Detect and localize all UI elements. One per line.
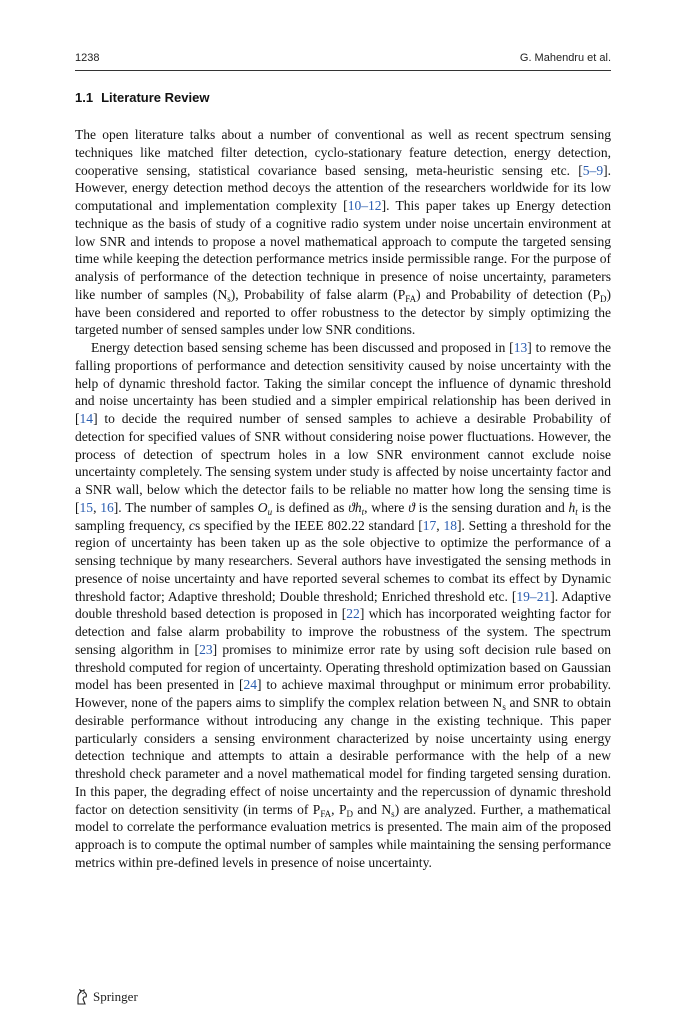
- text-run: ]. Setting a threshold for the region of uncertainty has been taken up as the sole objective to optimize the performance of a sensing technique by many researchers. Several authors have investigated the sensing methods in presence of noise uncertainty and have reported several schemes to combat its effect by Dynamic threshold factor; Adaptive threshold; Double threshold; Enriched threshold etc. [: [75, 517, 612, 604]
- footer: [75, 988, 138, 1006]
- text-run: ) are analyzed. Further, a mathematical model to correlate the performance evaluation metrics is presented. The main aim of the proposed approach is to compute the optimal number of samples while maintaining the sensing performance metrics within pre-defined levels in presence of noise uncertainty.: [75, 801, 612, 870]
- text-run: is the sampling frequency,: [75, 499, 611, 533]
- text-run: Energy detection based sensing scheme has been discussed and proposed in [: [91, 340, 514, 355]
- citation-link[interactable]: 24: [243, 677, 258, 693]
- citation-link[interactable]: 16: [100, 499, 114, 515]
- running-head: [75, 52, 611, 68]
- text-run: ] to achieve maximal throughput or minimum error probability. However, none of the papers aims to simplify the complex relation between N: [75, 677, 611, 710]
- citation-link[interactable]: 10–12: [347, 198, 382, 213]
- text-run: ) and Probability of detection (P: [416, 286, 600, 302]
- subscript: s: [502, 702, 506, 712]
- citation-link[interactable]: 5–9: [582, 162, 604, 178]
- math-symbol: h: [568, 499, 576, 515]
- text-run: ] promises to minimize error rate by using soft decision rule based on threshold computed for region of uncertainty. Operating threshold optimization based on Gaussian model has been presented in [: [75, 641, 611, 693]
- math-symbol: ϑ: [408, 499, 415, 515]
- springer-horse-icon: [75, 989, 89, 1005]
- subscript: D: [346, 808, 353, 819]
- text-run: ]. The number of samples: [113, 499, 258, 515]
- text-run: is defined as: [272, 499, 349, 515]
- text-run: ), Probability of false alarm (P: [230, 286, 406, 302]
- subscript: t: [361, 506, 365, 517]
- subscript: D: [599, 293, 607, 304]
- citation-link[interactable]: 23: [199, 641, 213, 657]
- text-run: ] to remove the falling proportions of performance and detection sensitivity caused by noise uncertainty with the help of dynamic threshold factor. Taking the similar concept the influence of dynamic threshold and noise uncertainty has been studied and a simpler empirical relationship has been derived in [: [75, 340, 611, 426]
- section-heading: [75, 90, 209, 105]
- text-run: , where: [364, 499, 409, 515]
- math-symbol: O: [257, 499, 268, 515]
- subscript: FA: [320, 808, 332, 819]
- text-run: ] to decide the required number of sensed samples to achieve a desirable Probability of detection for specified values of SNR without considering noise power fluctuations. However, the process of detection of spectrum holes in a low SNR environment cannot exclude noise uncertainty completely. The sensing system under study is affected by noise uncertainty factor and a SNR wall, below which the detector fails to be reliable no matter how long the sensing time is [: [75, 411, 611, 515]
- text-run: is the sensing duration and: [414, 499, 569, 515]
- body-text: [75, 126, 611, 872]
- citation-link[interactable]: 14: [79, 411, 94, 426]
- text-run: ,: [93, 499, 101, 515]
- citation-link[interactable]: 13: [513, 340, 528, 355]
- page-number: 1238: [75, 52, 100, 64]
- running-head-authors: G. Mahendru et al.: [519, 52, 611, 64]
- citation-link[interactable]: 18: [443, 517, 457, 533]
- publisher-name: Springer: [93, 989, 138, 1004]
- paragraph-2: [75, 339, 611, 872]
- text-run: ,: [436, 517, 444, 533]
- text-run: ]. However, energy detection method decoys the attention of the researchers worldwide for its low computational and implementation complexity [: [75, 162, 611, 213]
- subscript: t: [575, 506, 578, 517]
- text-run: s specified by the IEEE 802.22 standard [: [194, 517, 423, 533]
- citation-link[interactable]: 22: [346, 606, 360, 622]
- subscript: s: [227, 293, 231, 304]
- citation-link[interactable]: 15: [79, 499, 94, 515]
- section-number: 1.1: [75, 90, 94, 105]
- citation-link[interactable]: 19–21: [516, 588, 551, 604]
- subscript: s: [391, 808, 395, 819]
- subscript: u: [267, 506, 273, 517]
- text-run: ) have been considered and reported to offer robustness to the detector by simply optimizing the targeted number of sensed samples under low SNR conditions.: [75, 286, 611, 338]
- text-run: The open literature talks about a number of conventional as well as recent spectrum sensing techniques like matched filter detection, cyclo-stationary feature detection, energy detection, cooperative sensing, statistical covariance based sensing, meta-heuristic sensing etc. [: [75, 127, 611, 178]
- header-rule: [75, 70, 611, 71]
- text-run: , P: [331, 801, 347, 817]
- text-run: and SNR to obtain desirable performance without introducing any change in the existing technique. This paper particularly considers a sensing environment characterized by noise uncertainty using energy detection technique and attempts to attain a desirable performance with the help of a new threshold check parameter and a novel mathematical model for finding targeted sensing duration. In this paper, the degrading effect of noise uncertainty and the repercussion of dynamic threshold factor on detection sensitivity (in terms of P: [75, 695, 611, 817]
- text-run: ]. Adaptive double threshold based detection is proposed in [: [75, 588, 611, 622]
- text-run: ] which has incorporated weighting factor for detection and false alarm probability to improve the robustness of the system. The spectrum sensing algorithm in [: [75, 606, 611, 657]
- paragraph-1: [75, 126, 611, 339]
- text-run: ]. This paper takes up Energy detection technique as the basis of study of a cognitive radio system under noise uncertain environment at low SNR and intends to propose a novel mathematical approach to compute the targeted sensing time while keeping the detection performance metrics inside permissible range. For the purpose of analysis of performance of the detection technique in presence of noise uncertainty, parameters like number of samples (N: [75, 198, 611, 302]
- subscript: FA: [405, 293, 417, 304]
- section-title: Literature Review: [101, 90, 210, 105]
- citation-link[interactable]: 17: [422, 517, 437, 533]
- text-run: and N: [353, 801, 392, 817]
- math-symbol: c: [188, 517, 195, 533]
- math-symbol: ϑh: [348, 499, 362, 515]
